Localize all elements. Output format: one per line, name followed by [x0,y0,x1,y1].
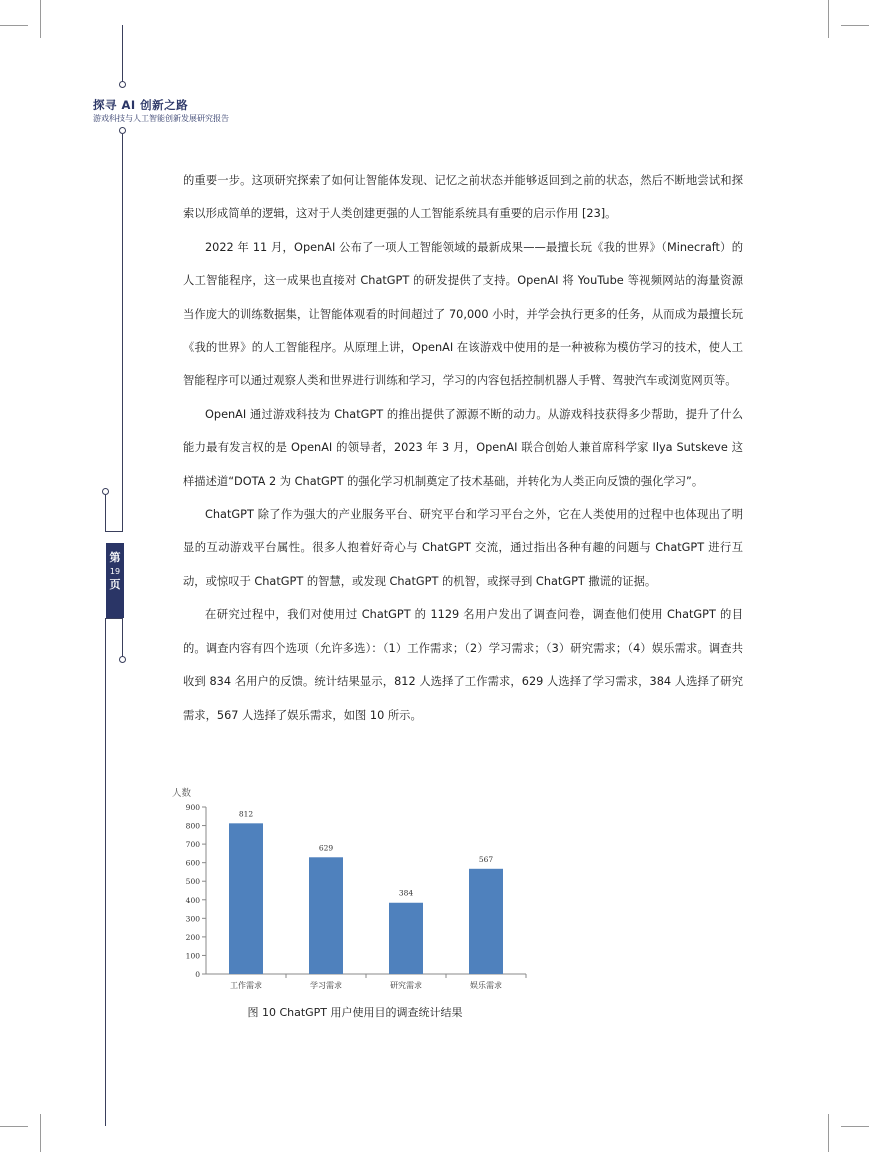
y-tick-label: 700 [185,840,200,850]
page-tab-top: 第 [109,551,121,564]
crop-mark [828,0,829,38]
bar-value-label: 384 [398,888,414,898]
crop-mark [40,1114,41,1152]
decor-circle [119,81,126,88]
bar-value-label: 629 [318,843,334,853]
decor-line-middle [122,134,123,532]
y-tick-label: 400 [185,895,200,905]
page-tab-bottom: 页 [109,578,121,591]
y-tick-label: 600 [185,858,200,868]
bar-value-label: 567 [478,854,494,864]
x-tick-label: 娱乐需求 [470,981,502,990]
page-number-tab [106,543,124,618]
decor-line-bottom-left [105,618,106,1126]
decor-circle [102,488,109,495]
crop-mark [841,25,869,26]
paragraph: ChatGPT 除了作为强大的产业服务平台、研究平台和学习平台之外，它在人类使用的过程中也体现出了明显的互动游戏平台属性。很多人抱着好奇心与 ChatGPT 交流，通过指出各种有趣的问题与 ChatGPT 进行互动，或惊叹于 ChatGPT 的智慧，或发现 ChatGPT 的机智，或探寻到 ChatGPT 撒谎的证据。 [183,508,743,588]
y-tick-label: 200 [185,932,200,942]
crop-mark [40,0,41,38]
bar-chart [170,782,540,994]
crop-mark [0,25,28,26]
page-number: 19 [109,567,121,576]
y-tick-label: 300 [185,914,200,924]
paragraph: OpenAI 通过游戏科技为 ChatGPT 的推出提供了源源不断的动力。从游戏科技获得多少帮助，提升了什么能力最有发言权的是 OpenAI 的领导者，2023 年 3 月，OpenAI 联合创始人兼首席科学家 Ilya Sutskeve 这样描述道“DOTA 2 为 ChatGPT 的强化学习机制奠定了技术基础，并转化为人类正向反馈的强化学习”。 [183,407,743,488]
y-axis-label: 人数 [172,788,192,799]
x-tick-label: 研究需求 [390,981,422,990]
crop-mark [828,1114,829,1152]
paragraph: 2022 年 11 月，OpenAI 公布了一项人工智能领域的最新成果——最擅长玩《我的世界》（Minecraft）的人工智能程序，这一成果也直接对 ChatGPT 的研发提供了支持。OpenAI 将 YouTube 等视频网站的海量资源当作庞大的训练数据集，让智能体观看的时间超过了 70,000 小时，并学会执行更多的任务，从而成为最擅长玩《我的世界》的人工智能程序。从原理上讲，OpenAI 在该游戏中使用的是一种被称为模仿学习的技术，使人工智能程序可以通过观察人类和世界进行训练和学习，学习的内容包括控制机器人手臂、驾驶汽车或浏览网页等。 [183,240,743,388]
body-text [183,164,743,732]
y-tick-label: 800 [185,821,200,831]
y-tick-label: 100 [185,951,200,961]
bar [469,869,503,974]
x-tick-label: 学习需求 [310,981,342,990]
decor-line-top [122,25,123,82]
decor-circle [119,656,126,663]
crop-mark [841,1126,869,1127]
report-title: 探寻 AI 创新之路 [93,98,189,112]
y-tick-label: 0 [195,970,200,979]
paragraph: 的重要一步。这项研究探索了如何让智能体发现、记忆之前状态并能够返回到之前的状态，然后不断地尝试和探索以形成简单的逻辑，这对于人类创建更强的人工智能系统具有重要的启示作用 [23]。 [183,174,743,221]
bar [389,903,423,974]
figure-caption: 图 10 ChatGPT 用户使用目的调查统计结果 [247,1006,463,1019]
x-tick-label: 工作需求 [230,981,262,990]
bar [309,857,343,974]
bar-value-label: 812 [238,809,254,819]
bar [229,823,263,974]
y-tick-label: 500 [185,877,200,887]
decor-circle [119,127,126,134]
paragraph: 在研究过程中，我们对使用过 ChatGPT 的 1129 名用户发出了调查问卷，调查他们使用 ChatGPT 的目的。调查内容有四个选项（允许多选）：（1）工作需求；（2）学习需求；（3）研究需求；（4）娱乐需求。调查共收到 834 名用户的反馈。统计结果显示，812 人选择了工作需求，629 人选择了学习需求，384 人选择了研究需求，567 人选择了娱乐需求，如图 10 所示。 [183,608,743,722]
report-subtitle: 游戏科技与人工智能创新发展研究报告 [93,114,229,123]
page-tab-bracket-top [105,495,123,532]
y-tick-label: 900 [185,803,200,812]
crop-mark [0,1126,28,1127]
page-tab-bracket-bottom [105,618,123,658]
